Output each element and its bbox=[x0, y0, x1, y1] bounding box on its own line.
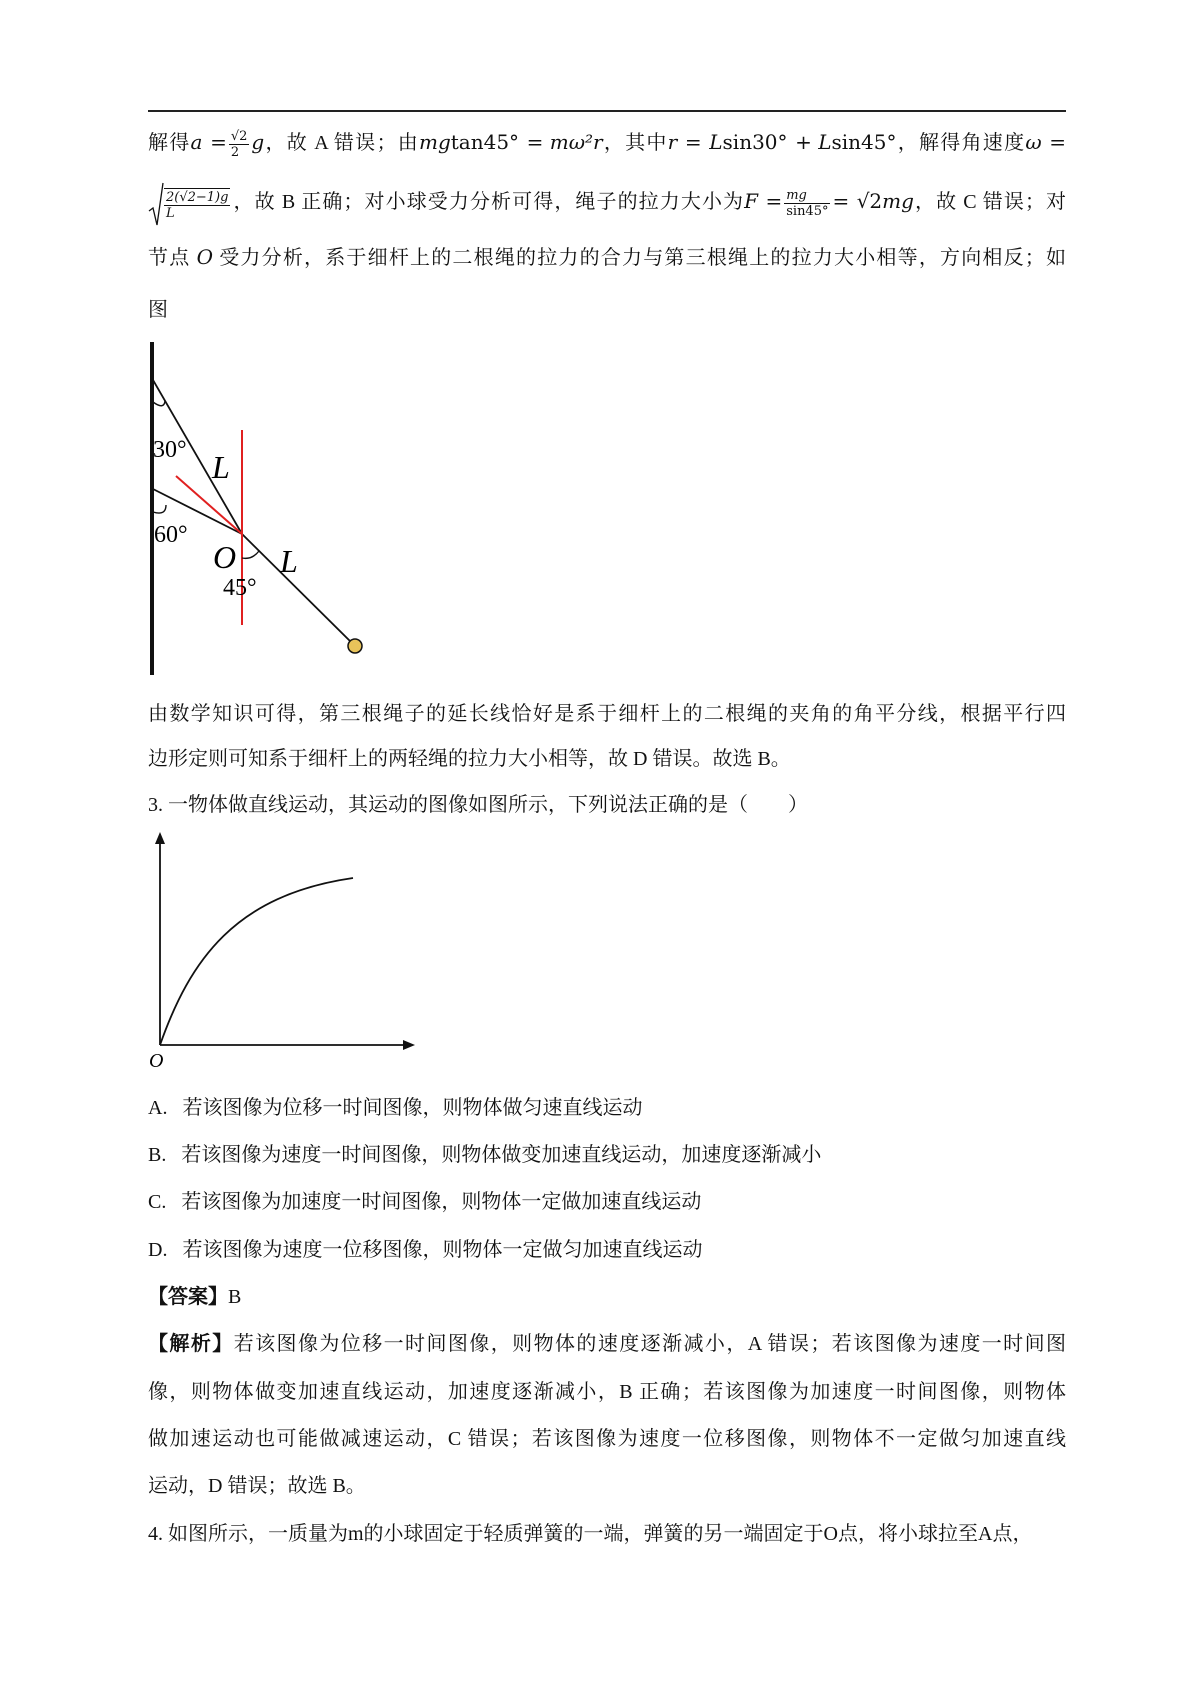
math-L: L bbox=[818, 130, 832, 154]
option-letter: C. bbox=[148, 1191, 167, 1213]
option-letter: A. bbox=[148, 1097, 168, 1119]
fraction-mg-sin45 bbox=[784, 188, 830, 219]
frac-denominator: sin45° bbox=[786, 203, 829, 219]
option-text: 若该图像为速度一时间图像，则物体做变加速直线运动，加速度逐渐减小 bbox=[181, 1144, 822, 1166]
text-span: ，其中 bbox=[602, 132, 668, 154]
ball bbox=[348, 639, 362, 653]
text-span: 若该图像为位移一时间图像，则物体的速度逐渐减小，A 错误；若该图像为速度一时间图 bbox=[233, 1333, 1067, 1355]
option-text: 若该图像为加速度一时间图像，则物体一定做加速直线运动 bbox=[181, 1191, 702, 1213]
text-span: 图 bbox=[148, 299, 168, 321]
math-a: a = bbox=[190, 130, 227, 154]
header-rule bbox=[148, 110, 1066, 112]
option-text: 若该图像为速度一位移图像，则物体一定做匀加速直线运动 bbox=[182, 1239, 703, 1261]
math-omega: ω = bbox=[1025, 130, 1067, 154]
answer-label: 【答案】 bbox=[148, 1286, 228, 1308]
text-span: 边形定则可知系于细杆上的两轻绳的拉力大小相等，故 D 错误。故选 B。 bbox=[148, 748, 791, 770]
angle-arc-60 bbox=[153, 505, 166, 513]
text-span: 解得 bbox=[148, 132, 191, 154]
angle-label-60: 60° bbox=[154, 522, 188, 548]
option-letter: D. bbox=[148, 1239, 168, 1261]
graph-curve bbox=[160, 878, 353, 1045]
math-momega2r: mω²r bbox=[549, 130, 603, 154]
math-mg: mg bbox=[418, 130, 451, 154]
solution-line-2 bbox=[148, 178, 1066, 224]
math-F: F = bbox=[744, 189, 783, 213]
math-O: O bbox=[196, 245, 214, 269]
text-span: ，故 C 错误；对 bbox=[913, 191, 1067, 213]
text-span: ，解得角速度 bbox=[896, 132, 1026, 154]
text-span: 3. 一物体做直线运动，其运动的图像如图所示，下列说法正确的是（ ） bbox=[148, 794, 808, 816]
math-g: g bbox=[251, 130, 265, 154]
motion-graph bbox=[145, 830, 420, 1070]
math-sin30: sin30° + bbox=[722, 130, 812, 154]
angle-arc-45 bbox=[242, 551, 259, 558]
solution-line-1 bbox=[148, 128, 1066, 160]
frac-numerator: mg bbox=[784, 188, 830, 204]
solution-line-3 bbox=[148, 243, 1066, 272]
frac-numerator: √2 bbox=[230, 128, 248, 144]
option-a bbox=[148, 1094, 1066, 1122]
option-d bbox=[148, 1236, 1066, 1264]
sqrt-expression bbox=[148, 180, 232, 227]
x-axis-arrow bbox=[403, 1040, 415, 1050]
length-label-L-upper: L bbox=[212, 449, 230, 485]
origin-label-O: O bbox=[149, 1050, 164, 1070]
y-axis-arrow bbox=[155, 832, 165, 844]
force-diagram bbox=[140, 340, 380, 680]
text-span: 像，则物体做变加速直线运动，加速度逐渐减小，B 正确；若该图像为加速度一时间图像，则物体 bbox=[148, 1381, 1066, 1403]
solution-line-6 bbox=[148, 745, 1066, 773]
option-letter: B. bbox=[148, 1144, 167, 1166]
frac-numerator: 2(√2−1)g bbox=[166, 189, 229, 205]
lower-rope bbox=[242, 534, 354, 645]
analysis-line-3 bbox=[148, 1425, 1066, 1453]
analysis-line-2 bbox=[148, 1378, 1066, 1406]
text-span: ，故 B 正确；对小球受力分析可得，绳子的拉力大小为 bbox=[232, 191, 745, 213]
answer-line bbox=[148, 1283, 1066, 1311]
text-span: 由数学知识可得，第三根绳子的延长线恰好是系于细杆上的二根绳的夹角的角平分线，根据平行四 bbox=[148, 703, 1066, 725]
math-sin45: sin45° bbox=[831, 130, 897, 154]
solution-line-5 bbox=[148, 700, 1066, 728]
angle-label-30: 30° bbox=[153, 437, 187, 463]
text-span: 4. 如图所示，一质量为m的小球固定于轻质弹簧的一端，弹簧的另一端固定于O点，将小球拉至A点， bbox=[148, 1523, 1033, 1545]
analysis-line-4 bbox=[148, 1472, 1066, 1500]
frac-denominator: 2 bbox=[230, 144, 240, 160]
frac-denominator: L bbox=[166, 205, 175, 221]
text-span: 受力分析，系于细杆上的二根绳的拉力的合力与第三根绳上的拉力大小相等，方向相反；如 bbox=[219, 247, 1067, 269]
radical-sign bbox=[148, 181, 164, 227]
text-span: 运动，D 错误；故选 B。 bbox=[148, 1475, 366, 1497]
option-c bbox=[148, 1188, 1066, 1216]
analysis-label: 【解析】 bbox=[148, 1333, 234, 1355]
analysis-line-1 bbox=[148, 1330, 1066, 1358]
option-b bbox=[148, 1141, 1066, 1169]
math-sqrt2: = √2 bbox=[832, 189, 883, 213]
math-mg: mg bbox=[882, 189, 914, 213]
text-span: ，故 A 错误；由 bbox=[264, 132, 419, 154]
question-3-stem bbox=[148, 791, 1066, 819]
sqrt-fraction bbox=[164, 188, 230, 221]
angle-arc-30 bbox=[153, 401, 165, 406]
answer-value: B bbox=[228, 1286, 242, 1308]
math-tan: tan45° = bbox=[450, 130, 544, 154]
math-r-eq: r = L bbox=[667, 130, 723, 154]
angle-label-45: 45° bbox=[223, 575, 257, 601]
text-span: 节点 bbox=[148, 247, 191, 269]
length-label-L-lower: L bbox=[280, 543, 298, 579]
solution-line-4 bbox=[148, 296, 1066, 324]
fraction-sqrt2-over-2 bbox=[229, 129, 250, 160]
option-text: 若该图像为位移一时间图像，则物体做匀速直线运动 bbox=[182, 1097, 643, 1119]
node-label-O: O bbox=[213, 539, 237, 575]
text-span: 做加速运动也可能做减速运动，C 错误；若该图像为速度一位移图像，则物体不一定做匀加速直线 bbox=[148, 1428, 1066, 1450]
question-4-stem bbox=[148, 1520, 1066, 1548]
